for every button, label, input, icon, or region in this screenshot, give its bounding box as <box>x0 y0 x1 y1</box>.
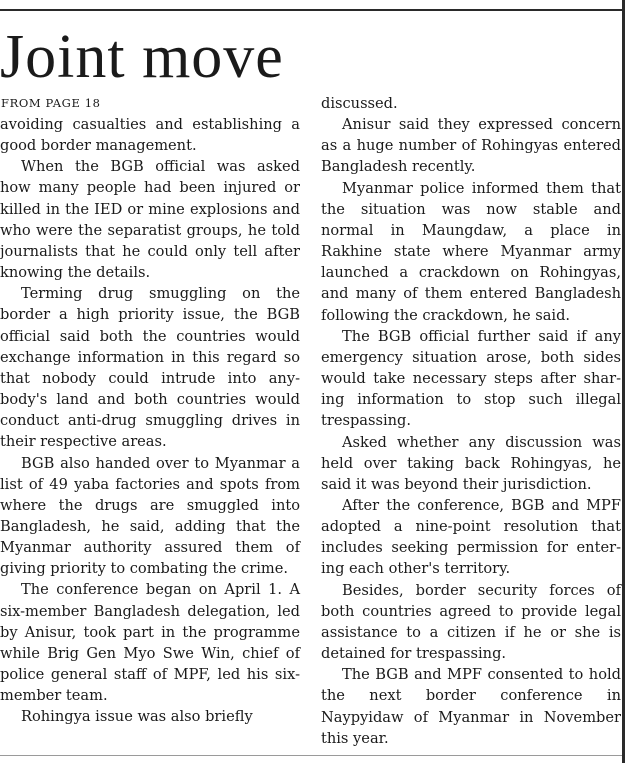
left-paragraph-6: Rohingya issue was also briefly <box>21 708 253 726</box>
right-paragraph-5: Asked whether any discussion was held over taking back Rohingyas, he said it was beyond their jurisdiction. <box>321 433 621 493</box>
right-paragraph-4: The BGB official further said if any emergency situation arose, both sides would take necessary steps after sharing information to stop such illegal trespassing. <box>321 327 621 430</box>
left-paragraph-3: Terming drug smuggling on the border a high priority issue, the BGB official said both the countries would exchange information in this regard so that nobody could intrude into anybody's land and both countries would conduct anti-drug smuggling drives in their respective areas. <box>0 285 300 451</box>
right-paragraph-7: Besides, border security forces of both countries agreed to provide legal assistance to a citizen if he or she is detained for trespassing. <box>321 581 621 663</box>
right-paragraph-8: The BGB and MPF consented to hold the next border conference in Naypyidaw of Myanmar in November this year. <box>321 666 621 747</box>
left-paragraph-2: When the BGB official was asked how many people had been injured or killed in the IED or mine explosions and who were the separatist groups, he told journalists that he could only tell after knowing the details. <box>0 158 300 282</box>
bottom-rule <box>0 755 622 756</box>
right-column <box>321 93 621 749</box>
headline: Joint move <box>0 23 284 91</box>
top-rule <box>0 9 622 11</box>
left-paragraph-5: The conference began on April 1. A six-member Bangladesh delegation, led by Anisur, took part in the programme while Brig Gen Myo Swe Win, chief of police general staff of MPF, led his six-member team. <box>0 581 300 705</box>
left-column <box>0 114 300 728</box>
jump-line: FROM PAGE 18 <box>1 96 101 110</box>
left-paragraph-1: avoiding casualties and establishing a good border management. <box>0 116 300 155</box>
right-paragraph-3: Myanmar police informed them that the situation was now stable and normal in Maungdaw, a place in Rakhine state where Myanmar army launched a crackdown on Rohingyas, and many of them entered Bangladesh following the crackdown, he said. <box>321 179 621 324</box>
right-column-rule <box>622 0 625 763</box>
right-paragraph-2: Anisur said they expressed concern as a huge number of Rohingyas entered Bangladesh recently. <box>321 116 621 176</box>
right-paragraph-6: After the conference, BGB and MPF adopted a nine-point resolution that includes seeking permission for entering each other's territory. <box>321 496 621 578</box>
left-paragraph-4: BGB also handed over to Myanmar a list of 49 yaba factories and spots from where the drugs are smuggled into Bangladesh, he said, adding that the Myanmar authority assured them of giving priority to combating the crime. <box>0 454 300 578</box>
right-paragraph-1: discussed. <box>321 95 398 112</box>
